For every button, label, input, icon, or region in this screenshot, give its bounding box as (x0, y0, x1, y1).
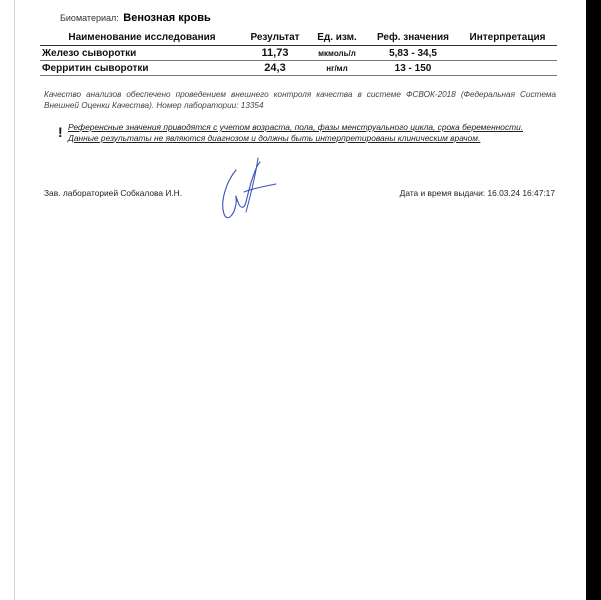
row-unit: мкмоль/л (306, 46, 368, 61)
warning-line-diagnosis: Данные результаты не являются диагнозом и должны быть интерпретированы клиническим врачом. (68, 132, 481, 143)
row-unit: нг/мл (306, 61, 368, 76)
row-result: 24,3 (244, 61, 306, 76)
head-of-lab: Зав. лабораторией Собкалова И.Н. (44, 188, 183, 198)
row-name: Железо сыворотки (40, 46, 244, 61)
signature-image (214, 152, 284, 228)
row-result: 11,73 (244, 46, 306, 61)
header-interpretation: Интерпретация (458, 30, 557, 46)
issue-datetime-row (400, 188, 555, 198)
biomaterial-row (60, 12, 211, 24)
results-table (40, 30, 557, 76)
results-header-row (40, 30, 557, 46)
warning-block (58, 122, 558, 143)
quality-note: Качество анализов обеспечено проведением внешнего контроля качества в системе ФСВОК-2018 (Федеральная Система Внешней Оценки Качества). Номер лаборатории: 13354 (44, 90, 556, 110)
row-ref: 5,83 - 34,5 (368, 46, 458, 61)
biomaterial-label: Биоматериал: (60, 13, 119, 23)
row-interpretation (458, 61, 557, 76)
header-result: Результат (244, 30, 306, 46)
table-row (40, 61, 557, 76)
warning-line-reference: Референсные значения приводятся с учетом возраста, пола, фазы менструального цикла, срока беременности. (68, 122, 524, 132)
table-row (40, 46, 557, 61)
header-name: Наименование исследования (40, 30, 244, 46)
page-left-border (14, 0, 15, 600)
row-name: Ферритин сыворотки (40, 61, 244, 76)
header-unit: Ед. изм. (306, 30, 368, 46)
issue-label: Дата и время выдачи: (399, 188, 486, 198)
row-interpretation (458, 46, 557, 61)
exclamation-icon: ! (58, 124, 63, 140)
biomaterial-value: Венозная кровь (123, 12, 211, 24)
issue-datetime: 16.03.24 16:47:17 (487, 188, 555, 198)
row-ref: 13 - 150 (368, 61, 458, 76)
header-ref: Реф. значения (368, 30, 458, 46)
